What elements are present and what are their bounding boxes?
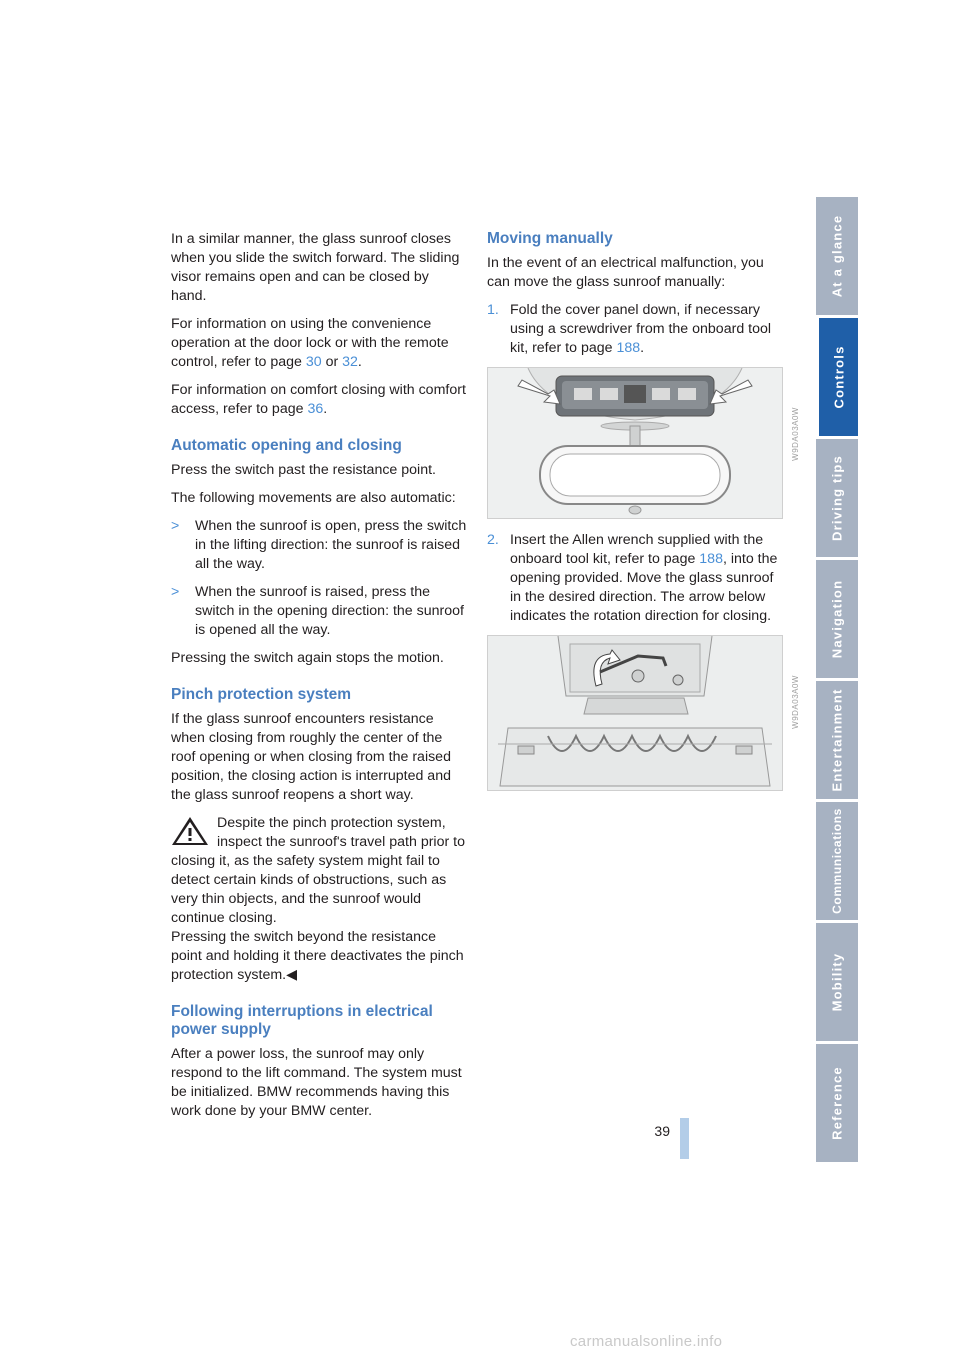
- figure-allen-wrench: [487, 635, 800, 791]
- step-number: 2.: [487, 532, 499, 548]
- warning-note: [171, 814, 467, 985]
- page-link-188[interactable]: 188: [616, 340, 641, 356]
- heading-power-interruption: Following interruptions in electrical power supply: [171, 1003, 433, 1038]
- bullet-text: When the sunroof is open, press the switch in the lifting direction: the sunroof is raised all the way.: [195, 518, 467, 572]
- manual-paragraph: In the event of an electrical malfunction, you can move the glass sunroof manually:: [487, 255, 764, 290]
- auto-paragraph-2: The following movements are also automatic:: [171, 490, 456, 506]
- cover-panel-illustration: [487, 367, 783, 519]
- tab-driving-tips[interactable]: Driving tips: [816, 439, 858, 557]
- tab-controls[interactable]: Controls: [816, 318, 858, 436]
- end-mark: ◀: [286, 967, 298, 983]
- intro-paragraph: In a similar manner, the glass sunroof closes when you slide the switch forward. The sliding visor remains open and can be closed by hand.: [171, 231, 460, 304]
- tab-communications[interactable]: Communications: [816, 802, 858, 920]
- tab-at-a-glance[interactable]: At a glance: [816, 197, 858, 315]
- bullet-marker: >: [171, 584, 180, 600]
- figure-cover-panel: [487, 367, 800, 519]
- warning-text-2: Pressing the switch beyond the resistance point and holding it there deactivates the pinch protection system.: [171, 929, 464, 983]
- page-link-188[interactable]: 188: [699, 551, 723, 567]
- auto-paragraph-1: Press the switch past the resistance point.: [171, 462, 436, 478]
- tab-mobility[interactable]: Mobility: [816, 923, 858, 1041]
- auto-paragraph-3: Pressing the switch again stops the motion.: [171, 650, 444, 666]
- pinch-paragraph: If the glass sunroof encounters resistance when closing from roughly the center of the roof opening or when closing from the raised position, the closing action is interrupted and the glass sunroof reopens a short way.: [171, 711, 451, 803]
- step-text: Insert the Allen wrench supplied with the onboard tool kit, refer to page 188, into the opening provided. Move the glass sunroof in the desired direction. The arrow below indicates the rotation direction for closing.: [510, 532, 778, 624]
- warning-triangle-icon: [171, 816, 209, 846]
- tab-navigation[interactable]: Navigation: [816, 560, 858, 678]
- bullet-item: [171, 583, 467, 640]
- step-item: [487, 301, 783, 358]
- bullet-text: When the sunroof is raised, press the switch in the opening direction: the sunroof is opened all the way.: [195, 584, 464, 638]
- page-number: 39: [654, 1123, 670, 1139]
- tab-reference[interactable]: Reference: [816, 1044, 858, 1162]
- heading-pinch-protection: Pinch protection system: [171, 686, 352, 703]
- page-link-36[interactable]: 36: [307, 401, 324, 417]
- right-column: [487, 230, 800, 803]
- step-number: 1.: [487, 302, 499, 318]
- watermark: carmanualsonline.info: [570, 1333, 723, 1350]
- step-item: [487, 531, 783, 626]
- heading-moving-manually: Moving manually: [487, 230, 613, 247]
- tab-entertainment[interactable]: Entertainment: [816, 681, 858, 799]
- convenience-paragraph: For information on using the convenience operation at the door lock or with the remote control, refer to page 30 or 32.: [171, 316, 449, 370]
- warning-text: Despite the pinch protection system, inspect the sunroof's travel path prior to closing it, as the safety system might fail to detect certain kinds of obstructions, such as very thin objects, and the sunroof would continue closing.: [171, 815, 465, 926]
- page-link-30[interactable]: 30: [305, 354, 322, 370]
- figure-code: W9DA03A0W: [791, 407, 800, 461]
- left-column: [171, 230, 467, 1130]
- bullet-item: [171, 517, 467, 574]
- heading-automatic-opening: Automatic opening and closing: [171, 437, 402, 454]
- allen-wrench-illustration: [487, 635, 783, 791]
- bullet-marker: >: [171, 518, 180, 534]
- step-text: Fold the cover panel down, if necessary using a screwdriver from the onboard tool kit, refer to page 188.: [510, 302, 772, 356]
- power-paragraph: After a power loss, the sunroof may only respond to the lift command. The system must be initialized. BMW recommends having this work done by your BMW center.: [171, 1046, 462, 1119]
- figure-code: W9DA03A0W: [791, 675, 800, 729]
- chapter-tabs: [816, 197, 858, 1165]
- page-link-32[interactable]: 32: [342, 354, 358, 370]
- page-number-bar: [680, 1118, 689, 1159]
- comfort-access-paragraph: For information on comfort closing with comfort access, refer to page 36.: [171, 382, 466, 417]
